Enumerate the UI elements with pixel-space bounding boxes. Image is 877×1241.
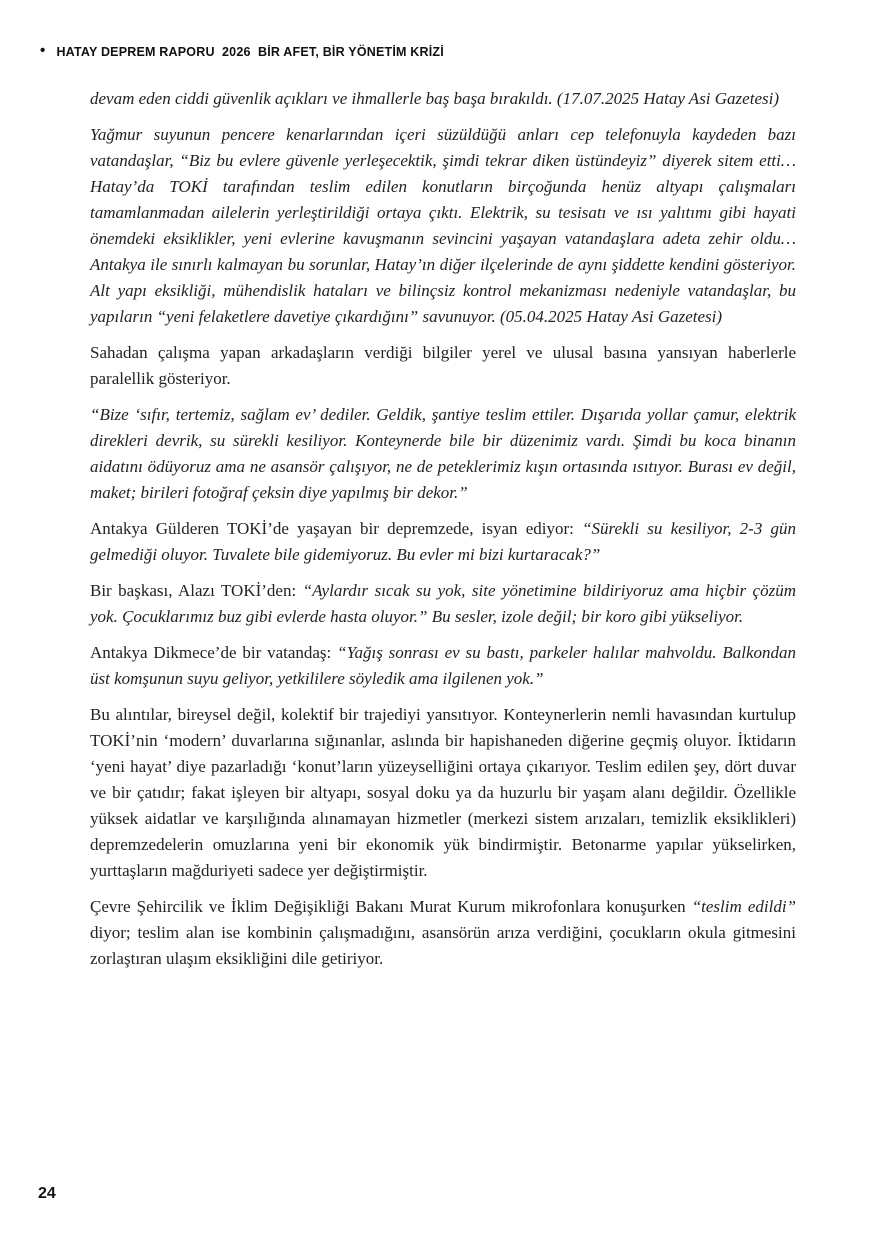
paragraph [90, 122, 796, 330]
italic-run: “Bize ‘sıfır, tertemiz, sağlam ev’ dediler. Geldik, şantiye teslim ettiler. Dışarıda yollar çamur, elektrik direkleri devrik, su sürekli kesiliyor. Konteynerde bile bir düzenimiz vardı. Şimdi bu koca binanın aidatını ödüyoruz ama ne asansör çalışıyor, ne de peteklerimiz kışın ortasında ısıtıyor. Burası ev değil, maket; birileri fotoğraf çeksin diye yapılmış bir dekor.” [90, 405, 796, 502]
paragraph [90, 402, 796, 506]
running-header-title: HATAY DEPREM RAPORU 2026 BİR AFET, BİR YÖNETİM KRİZİ [56, 44, 444, 59]
text-run: Antakya Gülderen TOKİ’de yaşayan bir depremzede, isyan ediyor: [90, 519, 583, 538]
paragraph [90, 340, 796, 392]
text-run: Bir başkası, Alazı TOKİ’den: [90, 581, 303, 600]
paragraph [90, 894, 796, 972]
italic-run: “Yağış sonrası ev su bastı, parkeler halılar mahvoldu. Balkondan üst komşunun suyu geliyor, yetkililere söyledik ama ilgilenen yok.” [90, 643, 796, 688]
text-run: diyor; teslim alan ise kombinin çalışmadığını, asansörün arıza verdiğini, çocukların okula gitmesini zorlaştıran ulaşım eksikliğini dile getiriyor. [90, 923, 796, 968]
italic-run: “Sürekli su kesiliyor, 2-3 gün gelmediği oluyor. Tuvalete bile gidemiyoruz. Bu evler mi bizi kurtaracak?” [90, 519, 797, 564]
paragraph [90, 516, 796, 568]
page-number: 24 [38, 1185, 56, 1202]
paragraph [90, 640, 796, 692]
text-run: Sahadan çalışma yapan arkadaşların verdiği bilgiler yerel ve ulusal basına yansıyan haberlerle paralellik gösteriyor. [90, 343, 796, 388]
italic-run: “teslim edildi” [691, 897, 796, 916]
paragraph [90, 86, 796, 112]
italic-run: Yağmur suyunun pencere kenarlarından içeri süzüldüğü anları cep telefonuyla kaydeden bazı vatandaşlar, “Biz bu evlere güvenle yerleşecektik, şimdi tekrar diken üstündeyiz” diyerek sitem etti… Hatay’da TOKİ tarafından teslim edilen konutların birçoğunda henüz altyapı çalışmaları tamamlanmadan ailelerin yerleştirildiği ortaya çıktı. Elektrik, su tesisatı ve ısı yalıtımı gibi hayati önemdeki eksiklikler, yeni evlerine kavuşmanın sevincini yaşayan vatandaşlara adeta zehir oldu… Antakya ile sınırlı kalmayan bu sorunlar, Hatay’ın diğer ilçelerinde de aynı şiddette kendini gösteriyor. Alt yapı eksikliği, mühendislik hataları ve bilinçsiz kontrol mekanizması nedeniyle vatandaşlar, bu yapıların “yeni felaketlere davetiye çıkardığını” savunuyor. (05.04.2025 Hatay Asi Gazetesi) [90, 125, 796, 326]
text-run: Antakya Dikmece’de bir vatandaş: [90, 643, 338, 662]
body-text [90, 86, 796, 982]
paragraph [90, 578, 796, 630]
running-header [40, 44, 444, 59]
text-run: Bu alıntılar, bireysel değil, kolektif bir trajediyi yansıtıyor. Konteynerlerin nemli havasından kurtulup TOKİ’nin ‘modern’ duvarlarına sığınanlar, aslında bir hapishaneden diğerine geçmiş oluyor. İktidarın ‘yeni hayat’ diye pazarladığı ‘konut’ların yüzeyselliğini ortaya çıkarıyor. Teslim edilen şey, dört duvar ve bir çatıdır; fakat işleyen bir altyapı, sosyal doku ya da huzurlu bir yaşam alanı değildir. Özellikle yüksek aidatlar ve karşılığında alınamayan hizmetler (merkezi sistem arızaları, temizlik eksiklikleri) depremzedelerin omuzlarına yeni bir ekonomik yük bindirmiştir. Betonarme yapılar yükselirken, yurttaşların mağduriyeti sadece yer değiştirmiştir. [90, 705, 796, 880]
text-run: Çevre Şehircilik ve İklim Değişikliği Bakanı Murat Kurum mikrofonlara konuşurken [90, 897, 692, 916]
italic-run: devam eden ciddi güvenlik açıkları ve ihmallerle baş başa bırakıldı. (17.07.2025 Hatay Asi Gazetesi) [90, 89, 779, 108]
italic-run: “Aylardır sıcak su yok, site yönetimine bildiriyoruz ama hiçbir çözüm yok. Çocuklarımız buz gibi evlerde hasta oluyor.” Bu sesler, izole değil; bir koro gibi yükseliyor. [90, 581, 796, 626]
bullet-icon: • [40, 42, 46, 59]
paragraph [90, 702, 796, 884]
